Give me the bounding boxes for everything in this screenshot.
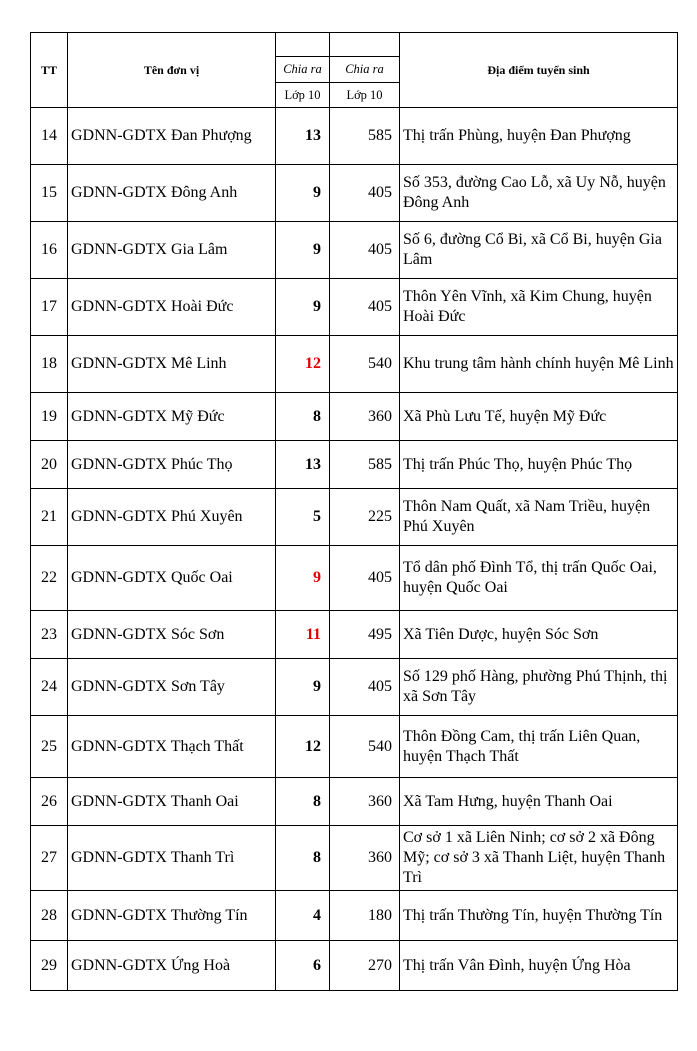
row-unit-name: GDNN-GDTX Phúc Thọ bbox=[68, 441, 276, 489]
row-location: Thôn Yên Vĩnh, xã Kim Chung, huyện Hoài Đức bbox=[400, 279, 678, 336]
row-location: Số 129 phố Hàng, phường Phú Thịnh, thị xã Sơn Tây bbox=[400, 659, 678, 716]
header-classes-top bbox=[276, 33, 330, 57]
row-location: Thị trấn Thường Tín, huyện Thường Tín bbox=[400, 891, 678, 941]
table-row bbox=[31, 546, 678, 611]
table-row bbox=[31, 941, 678, 991]
row-student-count: 540 bbox=[330, 336, 400, 393]
row-unit-name: GDNN-GDTX Thường Tín bbox=[68, 891, 276, 941]
row-tt: 23 bbox=[31, 611, 68, 659]
row-unit-name: GDNN-GDTX Thạch Thất bbox=[68, 716, 276, 778]
row-student-count: 405 bbox=[330, 222, 400, 279]
header-classes-grade: Lớp 10 bbox=[276, 83, 330, 108]
row-location: Khu trung tâm hành chính huyện Mê Linh bbox=[400, 336, 678, 393]
row-tt: 29 bbox=[31, 941, 68, 991]
row-location: Thị trấn Phùng, huyện Đan Phượng bbox=[400, 108, 678, 165]
table-row bbox=[31, 336, 678, 393]
row-class-count: 12 bbox=[276, 716, 330, 778]
row-student-count: 495 bbox=[330, 611, 400, 659]
row-class-count: 11 bbox=[276, 611, 330, 659]
table-row bbox=[31, 826, 678, 891]
row-class-count: 8 bbox=[276, 393, 330, 441]
row-student-count: 180 bbox=[330, 891, 400, 941]
row-class-count: 8 bbox=[276, 778, 330, 826]
row-location: Thị trấn Vân Đình, huyện Ứng Hòa bbox=[400, 941, 678, 991]
table-row bbox=[31, 891, 678, 941]
row-location: Số 6, đường Cổ Bi, xã Cổ Bi, huyện Gia Lâm bbox=[400, 222, 678, 279]
row-location: Cơ sở 1 xã Liên Ninh; cơ sở 2 xã Đông Mỹ; cơ sở 3 xã Thanh Liệt, huyện Thanh Trì bbox=[400, 826, 678, 891]
row-unit-name: GDNN-GDTX Quốc Oai bbox=[68, 546, 276, 611]
row-class-count: 9 bbox=[276, 222, 330, 279]
row-location: Thị trấn Phúc Thọ, huyện Phúc Thọ bbox=[400, 441, 678, 489]
row-student-count: 405 bbox=[330, 546, 400, 611]
row-tt: 27 bbox=[31, 826, 68, 891]
table-row bbox=[31, 659, 678, 716]
row-unit-name: GDNN-GDTX Sơn Tây bbox=[68, 659, 276, 716]
row-class-count: 9 bbox=[276, 279, 330, 336]
row-unit-name: GDNN-GDTX Hoài Đức bbox=[68, 279, 276, 336]
row-class-count: 13 bbox=[276, 441, 330, 489]
row-unit-name: GDNN-GDTX Mỹ Đức bbox=[68, 393, 276, 441]
row-tt: 24 bbox=[31, 659, 68, 716]
row-tt: 28 bbox=[31, 891, 68, 941]
header-unit-name: Tên đơn vị bbox=[68, 33, 276, 108]
row-unit-name: GDNN-GDTX Đan Phượng bbox=[68, 108, 276, 165]
row-student-count: 225 bbox=[330, 489, 400, 546]
row-location: Xã Phù Lưu Tế, huyện Mỹ Đức bbox=[400, 393, 678, 441]
table-row bbox=[31, 393, 678, 441]
row-tt: 19 bbox=[31, 393, 68, 441]
row-class-count: 5 bbox=[276, 489, 330, 546]
row-tt: 14 bbox=[31, 108, 68, 165]
row-location: Xã Tiên Dược, huyện Sóc Sơn bbox=[400, 611, 678, 659]
row-tt: 21 bbox=[31, 489, 68, 546]
row-class-count: 9 bbox=[276, 659, 330, 716]
header-classes-sub: Chia ra bbox=[276, 57, 330, 83]
row-tt: 22 bbox=[31, 546, 68, 611]
table-row bbox=[31, 108, 678, 165]
row-student-count: 360 bbox=[330, 393, 400, 441]
row-tt: 18 bbox=[31, 336, 68, 393]
row-location: Thôn Đồng Cam, thị trấn Liên Quan, huyện Thạch Thất bbox=[400, 716, 678, 778]
row-location: Số 353, đường Cao Lỗ, xã Uy Nỗ, huyện Đông Anh bbox=[400, 165, 678, 222]
row-tt: 16 bbox=[31, 222, 68, 279]
table-row bbox=[31, 165, 678, 222]
table-row bbox=[31, 489, 678, 546]
row-student-count: 360 bbox=[330, 826, 400, 891]
row-student-count: 360 bbox=[330, 778, 400, 826]
row-tt: 20 bbox=[31, 441, 68, 489]
row-tt: 25 bbox=[31, 716, 68, 778]
row-unit-name: GDNN-GDTX Sóc Sơn bbox=[68, 611, 276, 659]
row-tt: 15 bbox=[31, 165, 68, 222]
row-unit-name: GDNN-GDTX Mê Linh bbox=[68, 336, 276, 393]
row-student-count: 585 bbox=[330, 441, 400, 489]
row-class-count: 6 bbox=[276, 941, 330, 991]
row-student-count: 540 bbox=[330, 716, 400, 778]
row-unit-name: GDNN-GDTX Phú Xuyên bbox=[68, 489, 276, 546]
row-unit-name: GDNN-GDTX Đông Anh bbox=[68, 165, 276, 222]
table-row bbox=[31, 279, 678, 336]
row-student-count: 270 bbox=[330, 941, 400, 991]
table-row bbox=[31, 611, 678, 659]
row-class-count: 4 bbox=[276, 891, 330, 941]
row-location: Tổ dân phố Đình Tổ, thị trấn Quốc Oai, huyện Quốc Oai bbox=[400, 546, 678, 611]
header-location: Địa điểm tuyển sinh bbox=[400, 33, 678, 108]
table-row bbox=[31, 716, 678, 778]
row-student-count: 405 bbox=[330, 659, 400, 716]
header-students-grade: Lớp 10 bbox=[330, 83, 400, 108]
enrollment-table bbox=[30, 32, 678, 991]
row-class-count: 9 bbox=[276, 546, 330, 611]
header-students-sub: Chia ra bbox=[330, 57, 400, 83]
row-location: Xã Tam Hưng, huyện Thanh Oai bbox=[400, 778, 678, 826]
row-class-count: 13 bbox=[276, 108, 330, 165]
row-unit-name: GDNN-GDTX Thanh Trì bbox=[68, 826, 276, 891]
row-student-count: 405 bbox=[330, 165, 400, 222]
row-class-count: 9 bbox=[276, 165, 330, 222]
row-location: Thôn Nam Quất, xã Nam Triều, huyện Phú Xuyên bbox=[400, 489, 678, 546]
row-tt: 26 bbox=[31, 778, 68, 826]
row-class-count: 12 bbox=[276, 336, 330, 393]
table-row bbox=[31, 222, 678, 279]
header-tt: TT bbox=[31, 33, 68, 108]
row-unit-name: GDNN-GDTX Ứng Hoà bbox=[68, 941, 276, 991]
row-student-count: 585 bbox=[330, 108, 400, 165]
row-tt: 17 bbox=[31, 279, 68, 336]
header-students-top bbox=[330, 33, 400, 57]
row-student-count: 405 bbox=[330, 279, 400, 336]
row-class-count: 8 bbox=[276, 826, 330, 891]
table-row bbox=[31, 441, 678, 489]
table-row bbox=[31, 778, 678, 826]
row-unit-name: GDNN-GDTX Thanh Oai bbox=[68, 778, 276, 826]
row-unit-name: GDNN-GDTX Gia Lâm bbox=[68, 222, 276, 279]
